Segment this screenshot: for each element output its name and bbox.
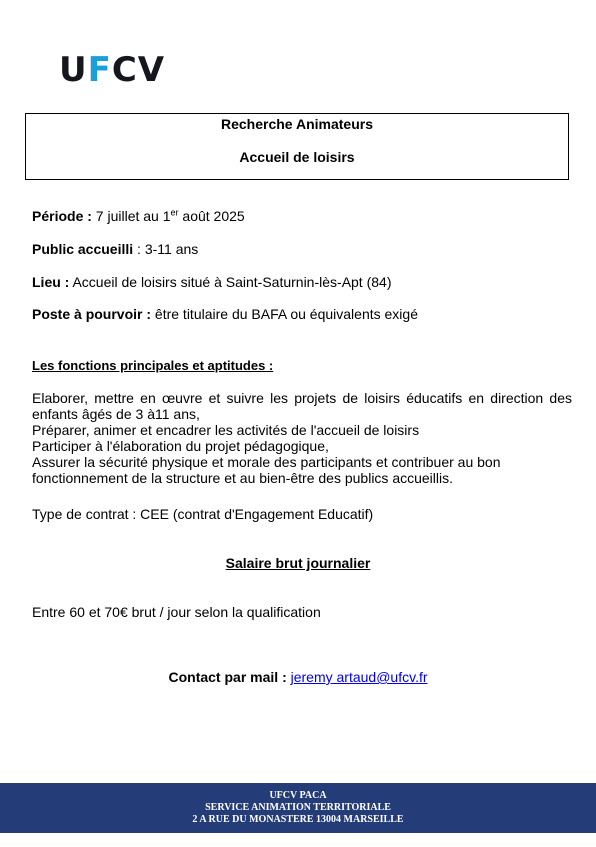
- contact-line: [0, 669, 596, 685]
- logo-letter-c: C: [111, 50, 138, 90]
- ufcv-logo: [59, 52, 165, 88]
- poste-value: être titulaire du BAFA ou équivalents exigé: [151, 306, 418, 322]
- contrat-line: Type de contrat : CEE (contrat d'Engagement Educatif): [32, 506, 374, 522]
- salaire-value: Entre 60 et 70€ brut / jour selon la qualification: [32, 604, 321, 620]
- footer-banner: [0, 783, 596, 833]
- document-title: Recherche Animateurs: [221, 116, 373, 132]
- poste-line: [32, 306, 418, 322]
- periode-line: [32, 208, 245, 224]
- fonction-item-2: Préparer, animer et encadrer les activités de l'accueil de loisirs: [32, 422, 420, 438]
- lieu-value: Accueil de loisirs situé à Saint-Saturnin-lès-Apt (84): [69, 274, 392, 290]
- fonction-item-3: Participer à l'élaboration du projet pédagogique,: [32, 438, 329, 454]
- periode-value-start: 7 juillet au 1: [91, 208, 171, 224]
- periode-sup: er: [170, 207, 179, 218]
- logo-letter-v: V: [137, 50, 166, 90]
- fonctions-heading: Les fonctions principales et aptitudes :: [32, 358, 274, 373]
- periode-label: Période :: [32, 208, 92, 224]
- logo-letter-f: F: [87, 50, 112, 90]
- salaire-heading: Salaire brut journalier: [225, 555, 371, 571]
- periode-value-end: août 2025: [178, 208, 245, 224]
- title-box: [25, 113, 569, 180]
- contact-label: Contact par mail :: [168, 669, 287, 685]
- public-label: Public accueilli: [32, 241, 134, 257]
- public-value: : 3-11 ans: [133, 241, 199, 257]
- lieu-line: [32, 274, 392, 290]
- fonction-item-1: Elaborer, mettre en œuvre et suivre les projets de loisirs éducatifs en direction des enfants âgés de 3 à11 ans,: [32, 390, 572, 422]
- document-subtitle: Accueil de loisirs: [239, 149, 355, 165]
- logo-letter-u: U: [59, 50, 88, 90]
- footer-line-2: SERVICE ANIMATION TERRITORIALE: [205, 802, 391, 813]
- footer-line-1: UFCV PACA: [269, 790, 327, 801]
- fonctions-list: [32, 390, 572, 486]
- public-line: [32, 241, 198, 257]
- footer-line-3: 2 A RUE DU MONASTERE 13004 MARSEILLE: [192, 814, 404, 825]
- poste-label: Poste à pourvoir :: [32, 306, 152, 322]
- lieu-label: Lieu :: [32, 274, 70, 290]
- salaire-heading-wrap: [0, 555, 596, 571]
- contact-email-link[interactable]: jeremy artaud@ufcv.fr: [290, 669, 428, 685]
- fonction-item-4: Assurer la sécurité physique et morale des participants et contribuer au bon fonctionnement de la structure et au bien-être des publics accueillis.: [32, 454, 501, 486]
